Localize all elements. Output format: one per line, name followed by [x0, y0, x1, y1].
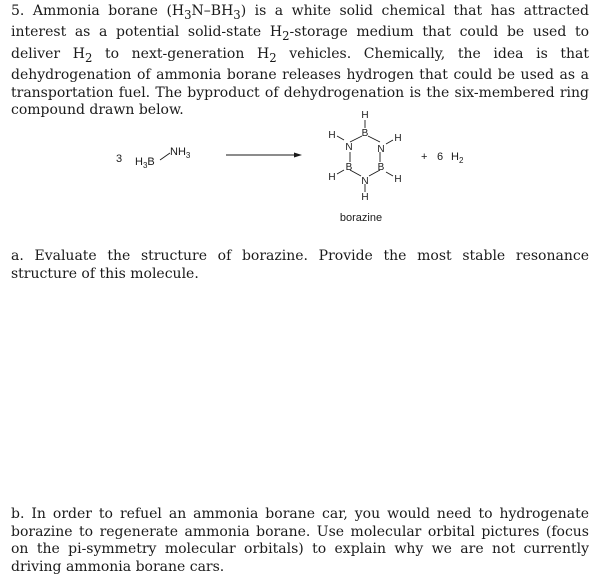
atom-h-lower-left: H [328, 172, 336, 183]
atom-b-lower-right: B [377, 162, 385, 173]
atom-n-upper-right: N [377, 144, 385, 155]
atom-h-lower-right: H [394, 174, 402, 185]
answer-area-a[interactable] [11, 290, 589, 495]
intro-text-6: vehicles. Chemically, the idea is that dehydrogenation of ammonia borane releases hydrogen that could be used as a transportation fuel. The byproduct of dehydrogenation is the six-membered ring compound drawn below. [11, 45, 589, 119]
intro-text-3: ) is a white solid chemical that has attracted interest as a potential solid-state H [11, 3, 589, 41]
atom-h-top: H [361, 110, 369, 121]
reactant-nh3: $NH_3$ [170, 146, 191, 160]
intro-sub-a: 3 [184, 7, 192, 22]
atom-h-upper-right: H [394, 133, 402, 144]
h2-product: $H_2$ [451, 151, 464, 165]
reactant-coefficient: 3 [116, 153, 123, 165]
intro-sub-d: 2 [84, 50, 93, 65]
reactant-h: $H_3B$ [135, 156, 155, 170]
atom-n-upper-left: N [345, 142, 353, 153]
intro-text-1: 5. Ammonia borane (H [11, 3, 185, 19]
h2-coefficient: 6 [437, 151, 444, 163]
product-label: borazine [339, 212, 383, 224]
question-part-a: a. Evaluate the structure of borazine. Provide the most stable resonance structure of this molecule. [11, 248, 589, 282]
intro-sub-c: 2 [282, 29, 290, 44]
atom-b-lower-left: B [345, 162, 353, 173]
intro-text-2: N–BH [191, 3, 234, 19]
intro-text-5: to next-generation H [92, 45, 270, 62]
atom-n-bottom: N [361, 176, 369, 187]
atom-b-top: B [361, 128, 369, 139]
arrow-head-icon [294, 153, 302, 158]
intro-sub-e: 2 [269, 50, 277, 65]
atom-h-bottom: H [361, 192, 369, 203]
intro-text-4: -storage medium that could be used to deliver H [11, 24, 589, 62]
b-n-bond [160, 153, 170, 160]
atom-h-upper-left: H [328, 130, 336, 141]
plus-sign: + [421, 151, 428, 163]
intro-sub-b: 3 [233, 7, 241, 22]
question-part-b: b. In order to refuel an ammonia borane car, you would need to hydrogenate borazine to regenerate ammonia borane. Use molecular orbital pictures (focus on the pi-symmetry molecular orbitals) to explain why we are not currently driving ammonia borane cars. [11, 506, 589, 575]
